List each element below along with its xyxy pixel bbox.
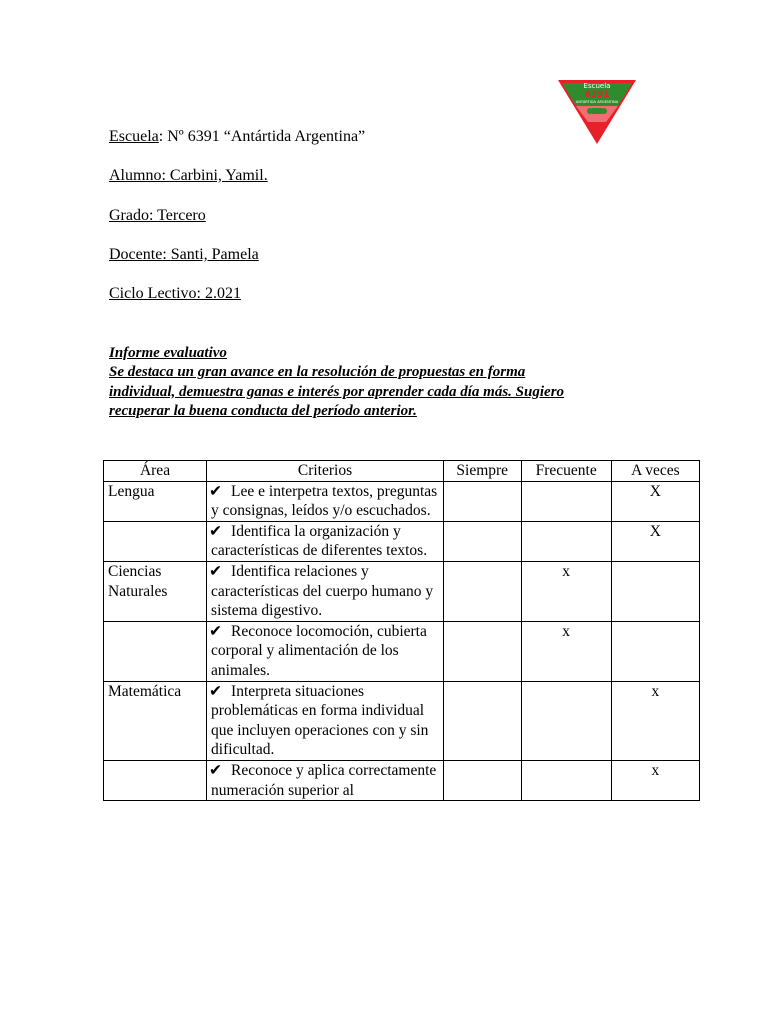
logo-ornament [587, 108, 607, 114]
header-siempre: Siempre [443, 461, 521, 482]
cell-frecuente: x [521, 561, 611, 621]
field-label: Ciclo Lectivo [109, 285, 197, 302]
evaluation-report [109, 344, 669, 421]
cell-a-veces: X [611, 521, 699, 561]
cell-a-veces [611, 621, 699, 681]
table-row [104, 561, 700, 621]
header-a-veces: A veces [611, 461, 699, 482]
field-value: 2.021 [204, 285, 241, 302]
cell-siempre [443, 481, 521, 521]
header-criterios: Criterios [207, 461, 444, 482]
cell-a-veces: X [611, 481, 699, 521]
report-line: Se destaca un gran avance en la resolución de propuestas en forma [109, 364, 526, 381]
table-row [104, 760, 700, 800]
row-area: Matemática [104, 681, 207, 760]
field-value: Tercero [157, 207, 206, 224]
cell-siempre [443, 521, 521, 561]
report-title: Informe evaluativo [109, 345, 227, 361]
criterion-text: Lee e interpetra textos, preguntas y consignas, leídos y/o escuchados. [211, 482, 438, 520]
row-criterion [207, 760, 444, 800]
field-alumno: Alumno: Carbini, Yamil. [109, 167, 268, 184]
cell-frecuente [521, 681, 611, 760]
field-escuela: Escuela: Nº 6391 “Antártida Argentina” [109, 128, 366, 145]
cell-siempre [443, 681, 521, 760]
table-row [104, 481, 700, 521]
evaluation-table [103, 460, 700, 801]
field-docente: Docente: Santi, Pamela [109, 246, 259, 263]
cell-a-veces [611, 561, 699, 621]
criterion-text: Interpreta situaciones problemáticas en forma individual que incluyen operaciones con y sin dificultad. [211, 682, 429, 759]
checkmark-icon: ✔ [209, 562, 223, 580]
logo-text-bottom: ANTÁRTIDA ARGENTINA [575, 100, 619, 104]
row-criterion [207, 481, 444, 521]
field-label: Docente [109, 246, 163, 263]
field-value: Nº 6391 “Antártida Argentina” [167, 128, 366, 145]
logo-text-top: Escuela [583, 82, 611, 90]
criterion-text: Identifica la organización y características de diferentes textos. [211, 522, 428, 560]
field-label: Grado [109, 207, 149, 224]
field-label: Alumno [109, 167, 162, 184]
table-row [104, 521, 700, 561]
criterion-text: Identifica relaciones y características del cuerpo humano y sistema digestivo. [211, 562, 434, 620]
header-frecuente: Frecuente [521, 461, 611, 482]
checkmark-icon: ✔ [209, 682, 223, 700]
row-criterion [207, 521, 444, 561]
field-ciclo-lectivo: Ciclo Lectivo: 2.021 [109, 285, 241, 302]
field-grado: Grado: Tercero [109, 207, 206, 224]
row-criterion [207, 561, 444, 621]
checkmark-icon: ✔ [209, 761, 223, 779]
report-line: individual, demuestra ganas e interés por aprender cada día más. Sugiero [109, 383, 565, 400]
school-logo [556, 76, 638, 146]
field-value: Carbini, Yamil. [169, 167, 268, 184]
cell-siempre [443, 561, 521, 621]
report-line: recuperar la buena conducta del período anterior. [109, 402, 417, 419]
row-criterion [207, 621, 444, 681]
row-area [104, 760, 207, 800]
criterion-text: Reconoce y aplica correctamente numeración superior al [211, 761, 437, 799]
table-row [104, 681, 700, 760]
checkmark-icon: ✔ [209, 522, 223, 540]
cell-frecuente [521, 760, 611, 800]
cell-siempre [443, 760, 521, 800]
cell-a-veces: x [611, 681, 699, 760]
row-area: Ciencias Naturales [104, 561, 207, 621]
cell-frecuente [521, 521, 611, 561]
criterion-text: Reconoce locomoción, cubierta corporal y alimentación de los animales. [211, 622, 427, 679]
checkmark-icon: ✔ [209, 482, 223, 500]
checkmark-icon: ✔ [209, 622, 223, 640]
cell-siempre [443, 621, 521, 681]
table-header-row [104, 461, 700, 482]
table-row [104, 621, 700, 681]
row-area [104, 621, 207, 681]
row-area: Lengua [104, 481, 207, 521]
row-criterion [207, 681, 444, 760]
header-area: Área [104, 461, 207, 482]
cell-a-veces: x [611, 760, 699, 800]
row-area [104, 521, 207, 561]
field-value: Santi, Pamela [170, 246, 259, 263]
cell-frecuente: x [521, 621, 611, 681]
logo-number: 6391 [584, 90, 610, 100]
cell-frecuente [521, 481, 611, 521]
field-label: Escuela [109, 128, 159, 145]
